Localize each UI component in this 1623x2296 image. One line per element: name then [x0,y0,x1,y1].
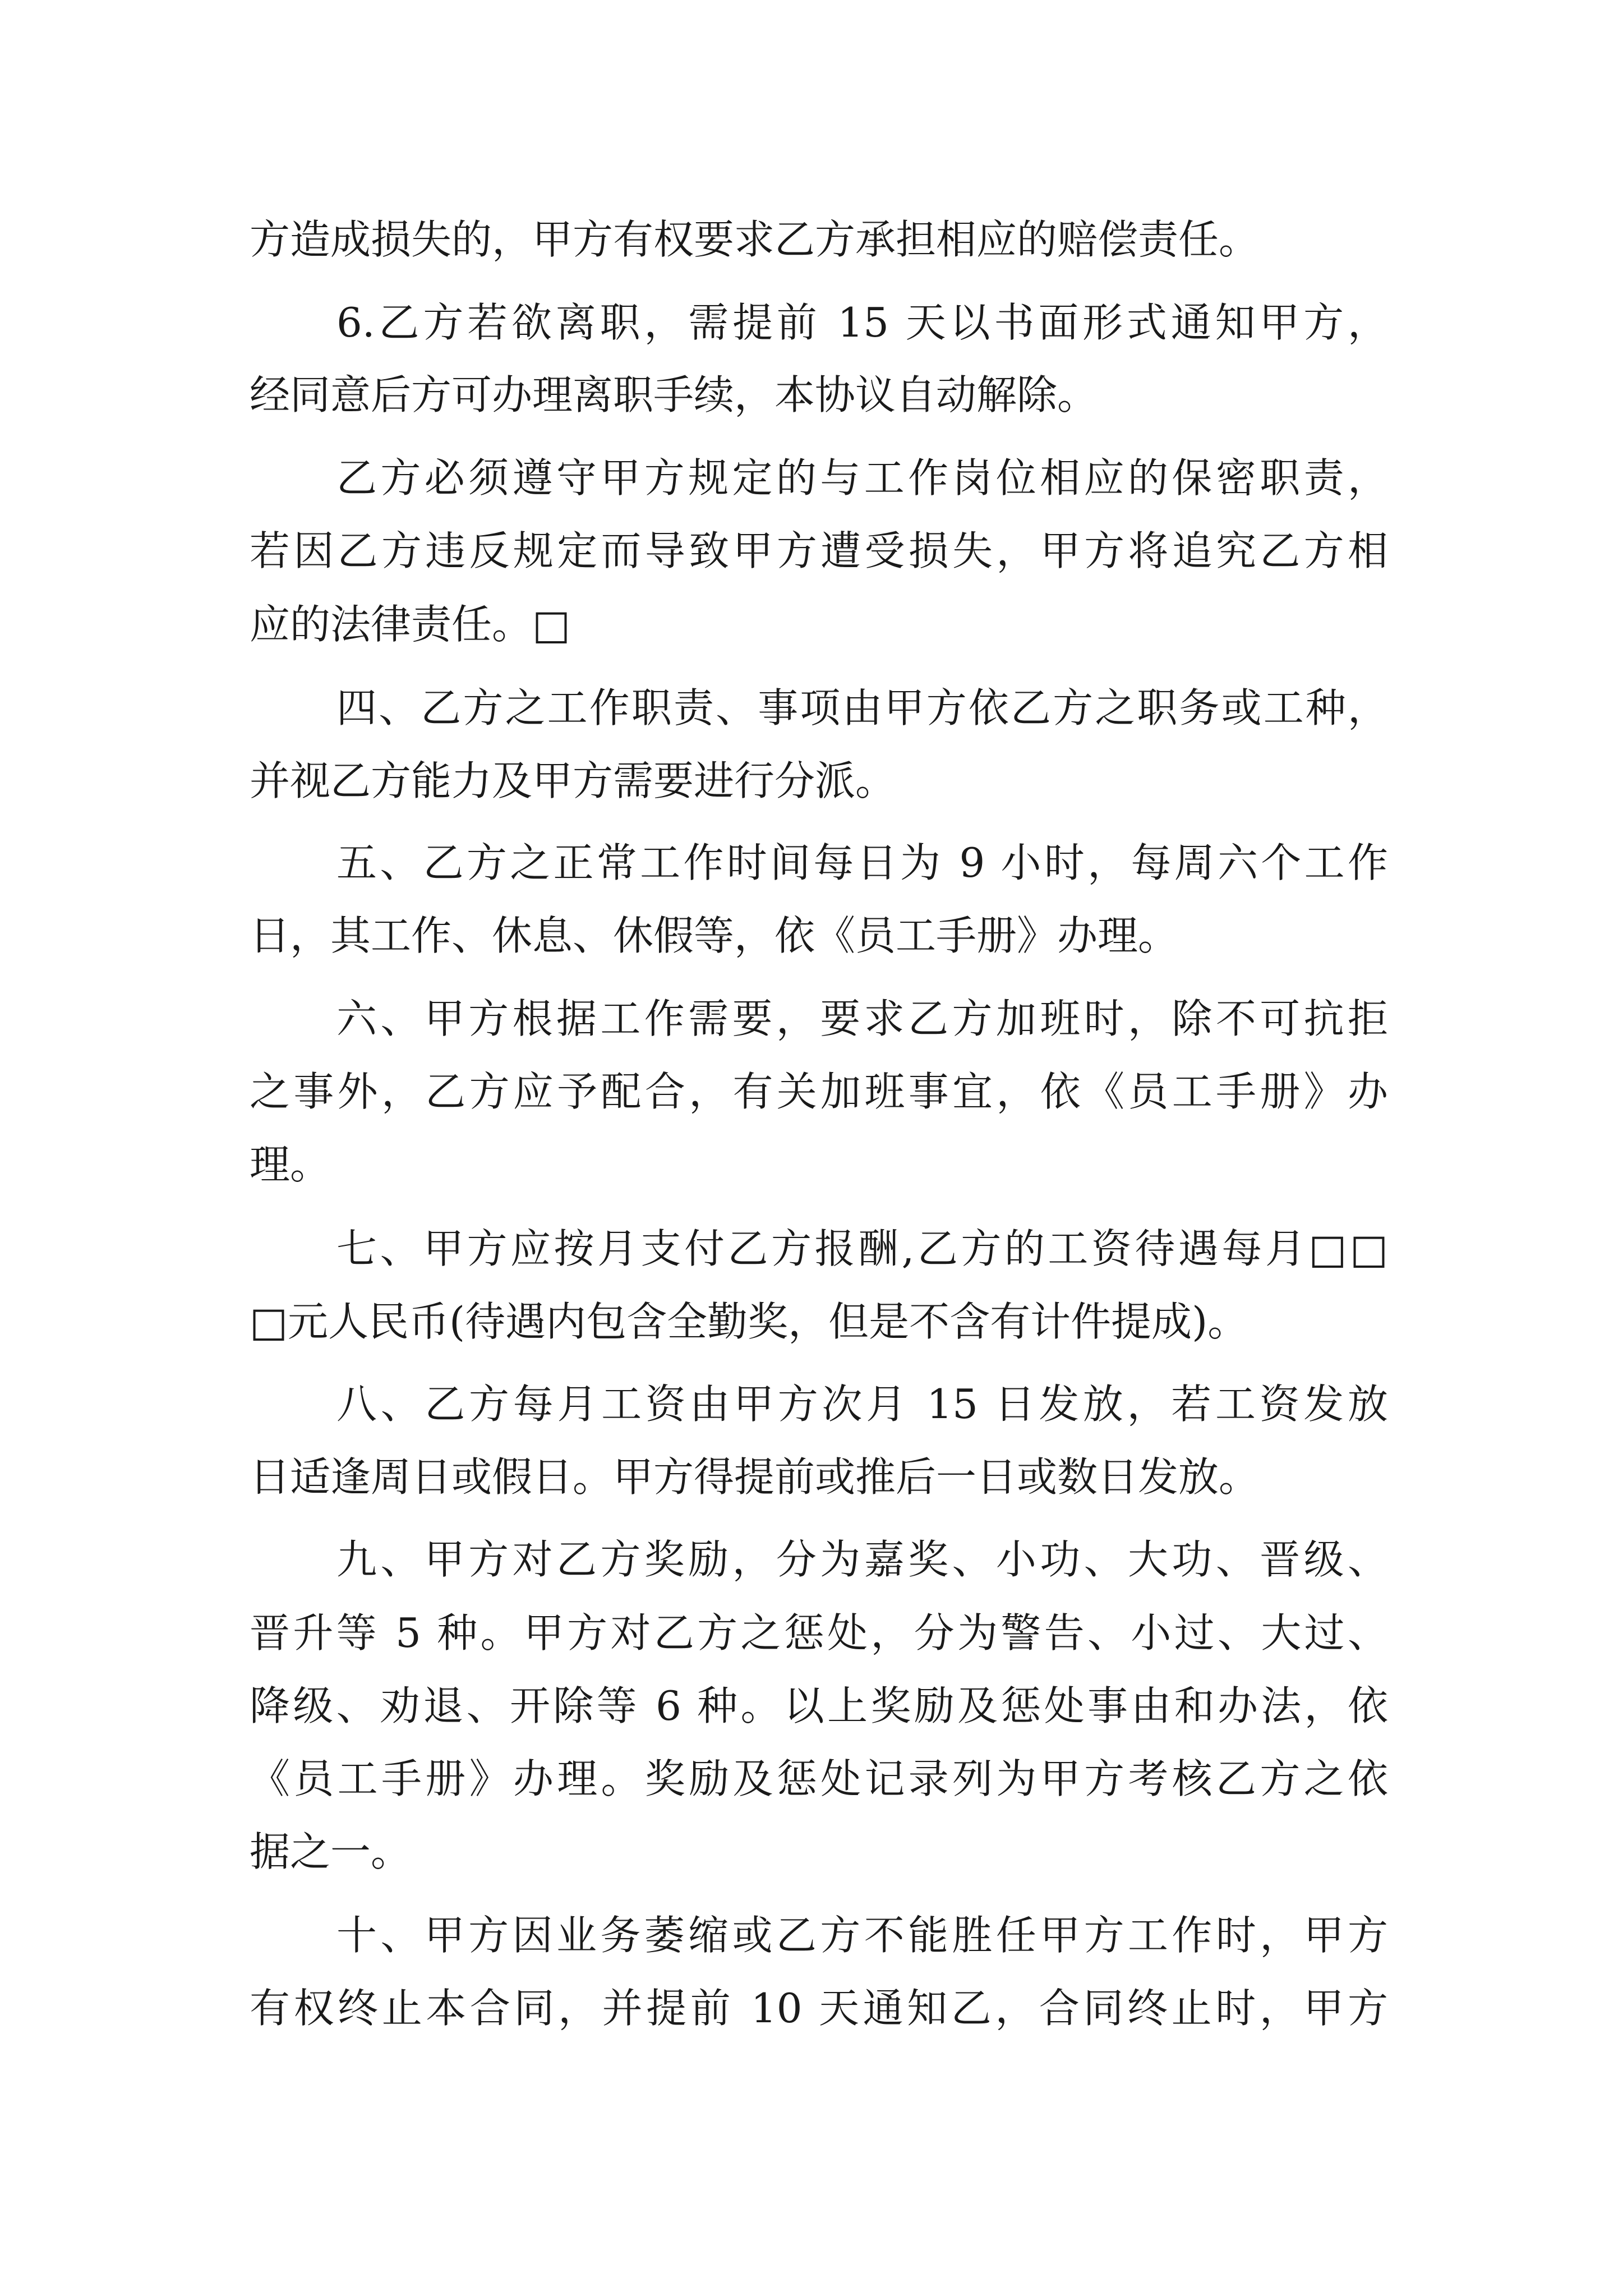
text-line: 日适逢周日或假日。甲方得提前或推后一日或数日发放。 [250,1453,1260,1501]
text-line: 据之一。 [250,1828,412,1875]
text-line: 十、甲方因业务萎缩或乙方不能胜任甲方工作时，甲方 [336,1912,1388,1959]
text-line: 有权终止本合同，并提前 10 天通知乙，合同终止时，甲方 [250,1985,1388,2032]
text-line: □元人民币(待遇内包含全勤奖，但是不含有计件提成)。 [250,1298,1248,1345]
text-line: 六、甲方根据工作需要，要求乙方加班时，除不可抗拒 [336,995,1388,1042]
text-line: 九、甲方对乙方奖励，分为嘉奖、小功、大功、晋级、 [336,1536,1388,1583]
text-line: 理。 [250,1141,331,1188]
text-line: 之事外，乙方应予配合，有关加班事宜，依《员工手册》办 [250,1068,1388,1115]
text-line: 6.乙方若欲离职，需提前 15 天以书面形式通知甲方， [336,299,1388,346]
text-line: 《员工手册》办理。奖励及惩处记录列为甲方考核乙方之依 [250,1755,1388,1802]
text-line: 并视乙方能力及甲方需要进行分派。 [250,757,896,804]
text-line: 方造成损失的，甲方有权要求乙方承担相应的赔偿责任。 [250,216,1260,263]
text-line: 七、甲方应按月支付乙方报酬,乙方的工资待遇每月□□ [336,1225,1388,1272]
text-line: 四、乙方之工作职责、事项由甲方依乙方之职务或工种， [336,684,1388,731]
text-line: 日，其工作、休息、休假等，依《员工手册》办理。 [250,912,1179,959]
text-line: 晋升等 5 种。甲方对乙方之惩处，分为警告、小过、大过、 [250,1609,1388,1657]
text-line: 八、乙方每月工资由甲方次月 15 日发放，若工资发放 [336,1381,1388,1428]
text-line: 降级、劝退、开除等 6 种。以上奖励及惩处事由和办法，依 [250,1682,1388,1729]
text-line: 乙方必须遵守甲方规定的与工作岗位相应的保密职责， [336,454,1388,501]
text-line: 经同意后方可办理离职手续，本协议自动解除。 [250,371,1098,418]
text-line: 五、乙方之正常工作时间每日为 9 小时，每周六个工作 [336,839,1388,886]
text-line: 若因乙方违反规定而导致甲方遭受损失，甲方将追究乙方相 [250,527,1388,574]
text-line: 应的法律责任。□ [250,601,571,648]
